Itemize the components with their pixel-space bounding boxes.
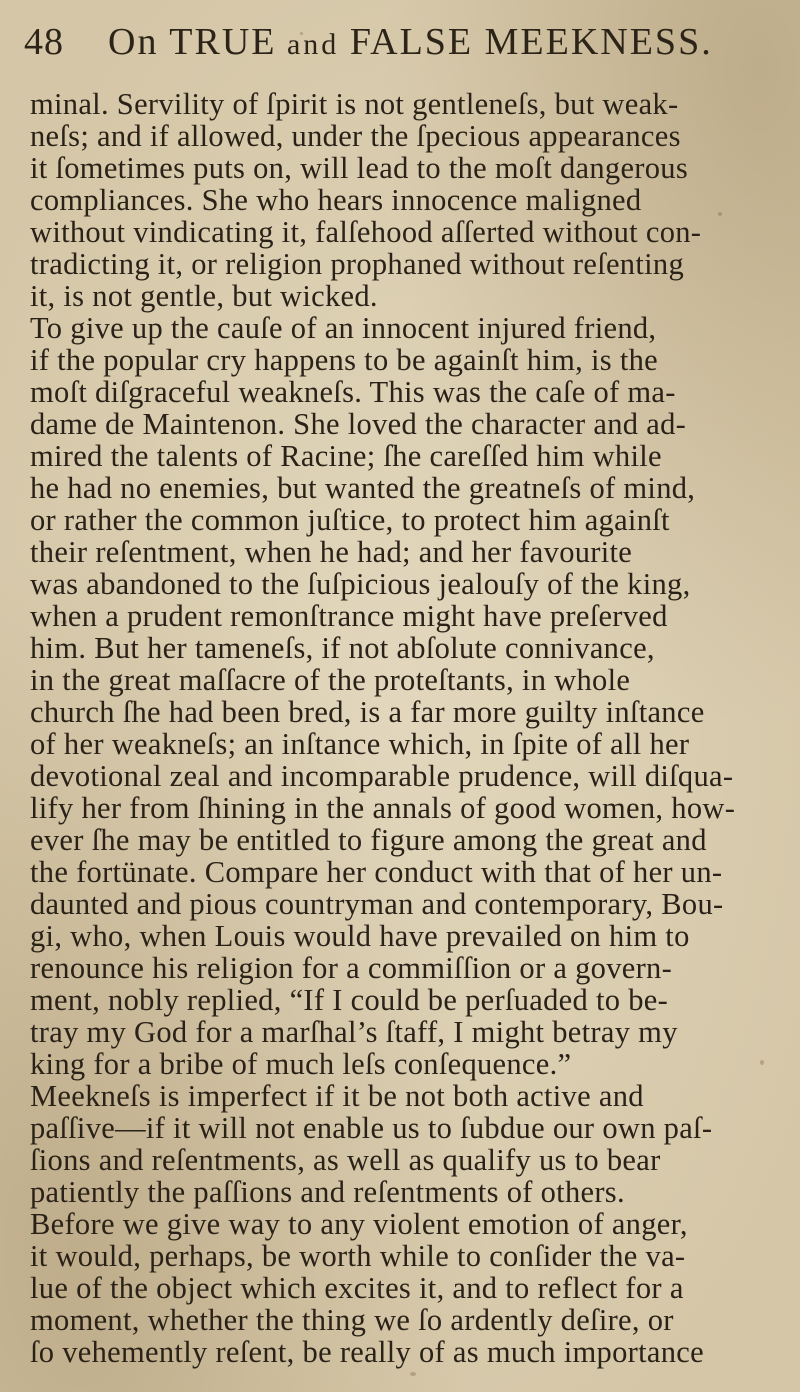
running-title-rest: FALSE MEEKNESS. [349,21,713,63]
text-line: it ſometimes puts on, will lead to the moſt dangerous [30,151,689,185]
text-line: devotional zeal and incomparable prudence, will diſqua- [30,759,734,793]
text-line: ſo vehemently reſent, be really of as much importance [30,1335,704,1369]
text-line: their reſentment, when he had; and her favourite [30,535,633,569]
text-line: Meekneſs is imperfect if it be not both active and [30,1079,644,1113]
text-line: ment, nobly replied, “If I could be perſuaded to be- [30,983,669,1017]
text-line: tradicting it, or religion prophaned without reſenting [30,247,685,281]
body-text [30,84,780,1374]
running-title-true: TRUE [169,21,277,63]
text-line: paſſive—if it will not enable us to ſubdue our own paſ- [30,1111,713,1145]
text-line: or rather the common juſtice, to protect him againſt [30,503,670,537]
text-line: lify her from ſhining in the annals of good women, how- [30,791,736,825]
text-line: king for a bribe of much leſs conſequence.” [30,1047,572,1081]
text-line: mired the talents of Racine; ſhe careſſed him while [30,439,662,473]
text-line: minal. Servility of ſpirit is not gentleneſs, but weak- [30,87,679,121]
text-line: patiently the paſſions and reſentments of others. [30,1175,625,1209]
text-line: it, is not gentle, but wicked. [30,279,378,313]
text-line: lue of the object which excites it, and to reflect for a [30,1271,684,1305]
text-line: him. But her tameneſs, if not abſolute connivance, [30,631,655,665]
text-line: ſions and reſentments, as well as qualify us to bear [30,1143,661,1177]
text-line: To give up the cauſe of an innocent injured friend, [30,311,657,345]
running-title [108,20,713,64]
text-line: was abandoned to the ſuſpicious jealouſy of the king, [30,567,691,601]
text-line: moment, whether the thing we ſo ardently deſire, or [30,1303,674,1337]
text-line: moſt diſgraceful weakneſs. This was the caſe of ma- [30,375,676,409]
running-head [24,14,764,76]
text-line: dame de Maintenon. She loved the character and ad- [30,407,687,441]
text-line: without vindicating it, falſehood aſſerted without con- [30,215,702,249]
running-title-prefix: On [108,21,170,63]
text-line: neſs; and if allowed, under the ſpecious appearances [30,119,681,153]
text-line: ever ſhe may be entitled to figure among the great and [30,823,707,857]
text-line: church ſhe had been bred, is a far more guilty inſtance [30,695,705,729]
text-line: compliances. She who hears innocence maligned [30,183,642,217]
page-number: 48 [24,21,64,63]
text-line: it would, perhaps, be worth while to conſider the va- [30,1239,686,1273]
text-line: the fortünate. Compare her conduct with that of her un- [30,855,723,889]
text-line: daunted and pious countryman and contemporary, Bou- [30,887,724,921]
text-line: gi, who, when Louis would have prevailed on him to [30,919,690,953]
text-line: if the popular cry happens to be againſt him, is the [30,343,658,377]
text-line: tray my God for a marſhal’s ſtaff, I might betray my [30,1015,678,1049]
text-line: Before we give way to any violent emotion of anger, [30,1207,688,1241]
running-title-and: and [276,28,350,61]
text-line: when a prudent remonſtrance might have preſerved [30,599,668,633]
text-line: he had no enemies, but wanted the greatneſs of mind, [30,471,696,505]
text-line: in the great maſſacre of the proteſtants, in whole [30,663,631,697]
text-line: of her weakneſs; an inſtance which, in ſpite of all her [30,727,690,761]
text-line: renounce his religion for a commiſſion or a govern- [30,951,673,985]
